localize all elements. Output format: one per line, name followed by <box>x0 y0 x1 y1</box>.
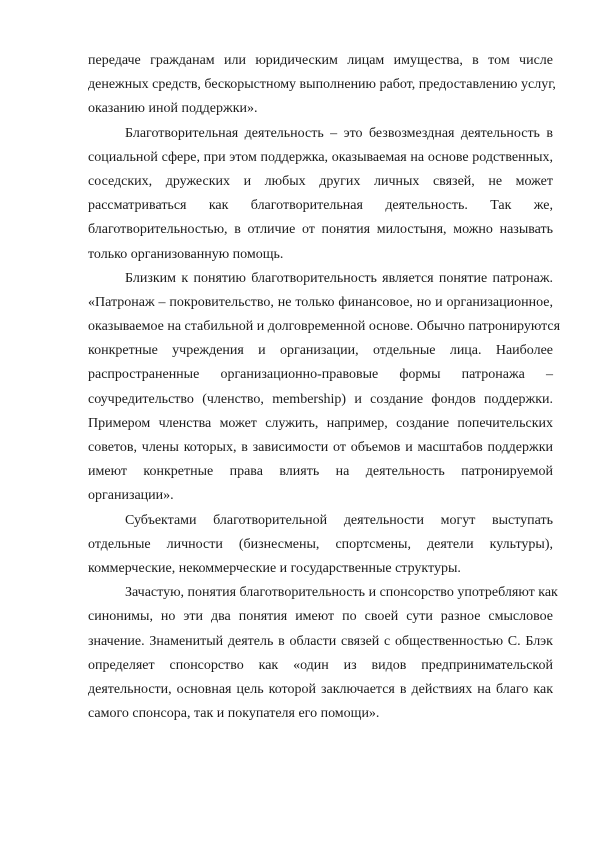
text-line: конкретные учреждения и организации, отдельные лица. Наиболее <box>88 343 553 359</box>
text-line: оказываемое на стабильной и долговременной основе. Обычно патронируются <box>88 319 561 335</box>
text-line: отдельные личности (бизнесмены, спортсмены, деятели культуры), <box>88 536 553 552</box>
text-line: социальной сфере, при этом поддержка, оказываемая на основе родственных, <box>88 149 553 165</box>
text-line: распространенные организационно-правовые формы патронажа – <box>88 367 553 383</box>
text-line: благотворительностью, в отличие от понятия милостыня, можно называть <box>88 222 553 238</box>
text-line: советов, члены которых, в зависимости от объемов и масштабов поддержки <box>88 440 553 455</box>
text-line: синонимы, но эти два понятия имеют по своей сути разное смысловое <box>88 609 553 625</box>
text-line: Примером членства может служить, например, создание попечительских <box>88 415 553 431</box>
paragraph <box>88 509 553 582</box>
paragraph <box>88 267 561 509</box>
text-line: Зачастую, понятия благотворительность и спонсорство употребляют как <box>125 585 558 601</box>
text-line: Субъектами благотворительной деятельности могут выступать <box>125 512 553 528</box>
text-line: Благотворительная деятельность – это безвозмездная деятельность в <box>125 125 553 141</box>
text-line: «Патронаж – покровительство, не только финансовое, но и организационное, <box>88 294 553 310</box>
text-line: значение. Знаменитый деятель в области связей с общественностью С. Блэк <box>88 633 553 649</box>
text-line: организации». <box>88 488 174 504</box>
text-line: передаче гражданам или юридическим лицам имущества, в том числе <box>88 53 553 68</box>
text-line: коммерческие, некоммерческие и государственные структуры. <box>88 560 461 576</box>
text-line: только организованную помощь. <box>88 246 284 262</box>
text-line: соседских, дружеских и любых других личных связей, не может <box>88 173 553 189</box>
text-line: Близким к понятию благотворительность является понятие патронаж. <box>125 270 553 286</box>
text-line: самого спонсора, так и покупателя его помощи». <box>88 706 380 722</box>
text-line: имеют конкретные права влиять на деятельность патронируемой <box>88 464 553 480</box>
paragraph <box>88 581 558 726</box>
paragraph <box>88 49 556 122</box>
text-line: определяет спонсорство как «один из видов предпринимательской <box>88 657 553 673</box>
paragraph <box>88 122 553 267</box>
text-line: деятельности, основная цель которой заключается в действиях на благо как <box>88 681 553 697</box>
text-line: денежных средств, бескорыстному выполнению работ, предоставлению услуг, <box>88 77 556 93</box>
document-body <box>88 49 561 726</box>
text-line: оказанию иной поддержки». <box>88 101 258 117</box>
text-line: соучредительство (членство, membership) и создание фондов поддержки. <box>88 391 553 407</box>
text-line: рассматриваться как благотворительная деятельность. Так же, <box>88 198 553 214</box>
